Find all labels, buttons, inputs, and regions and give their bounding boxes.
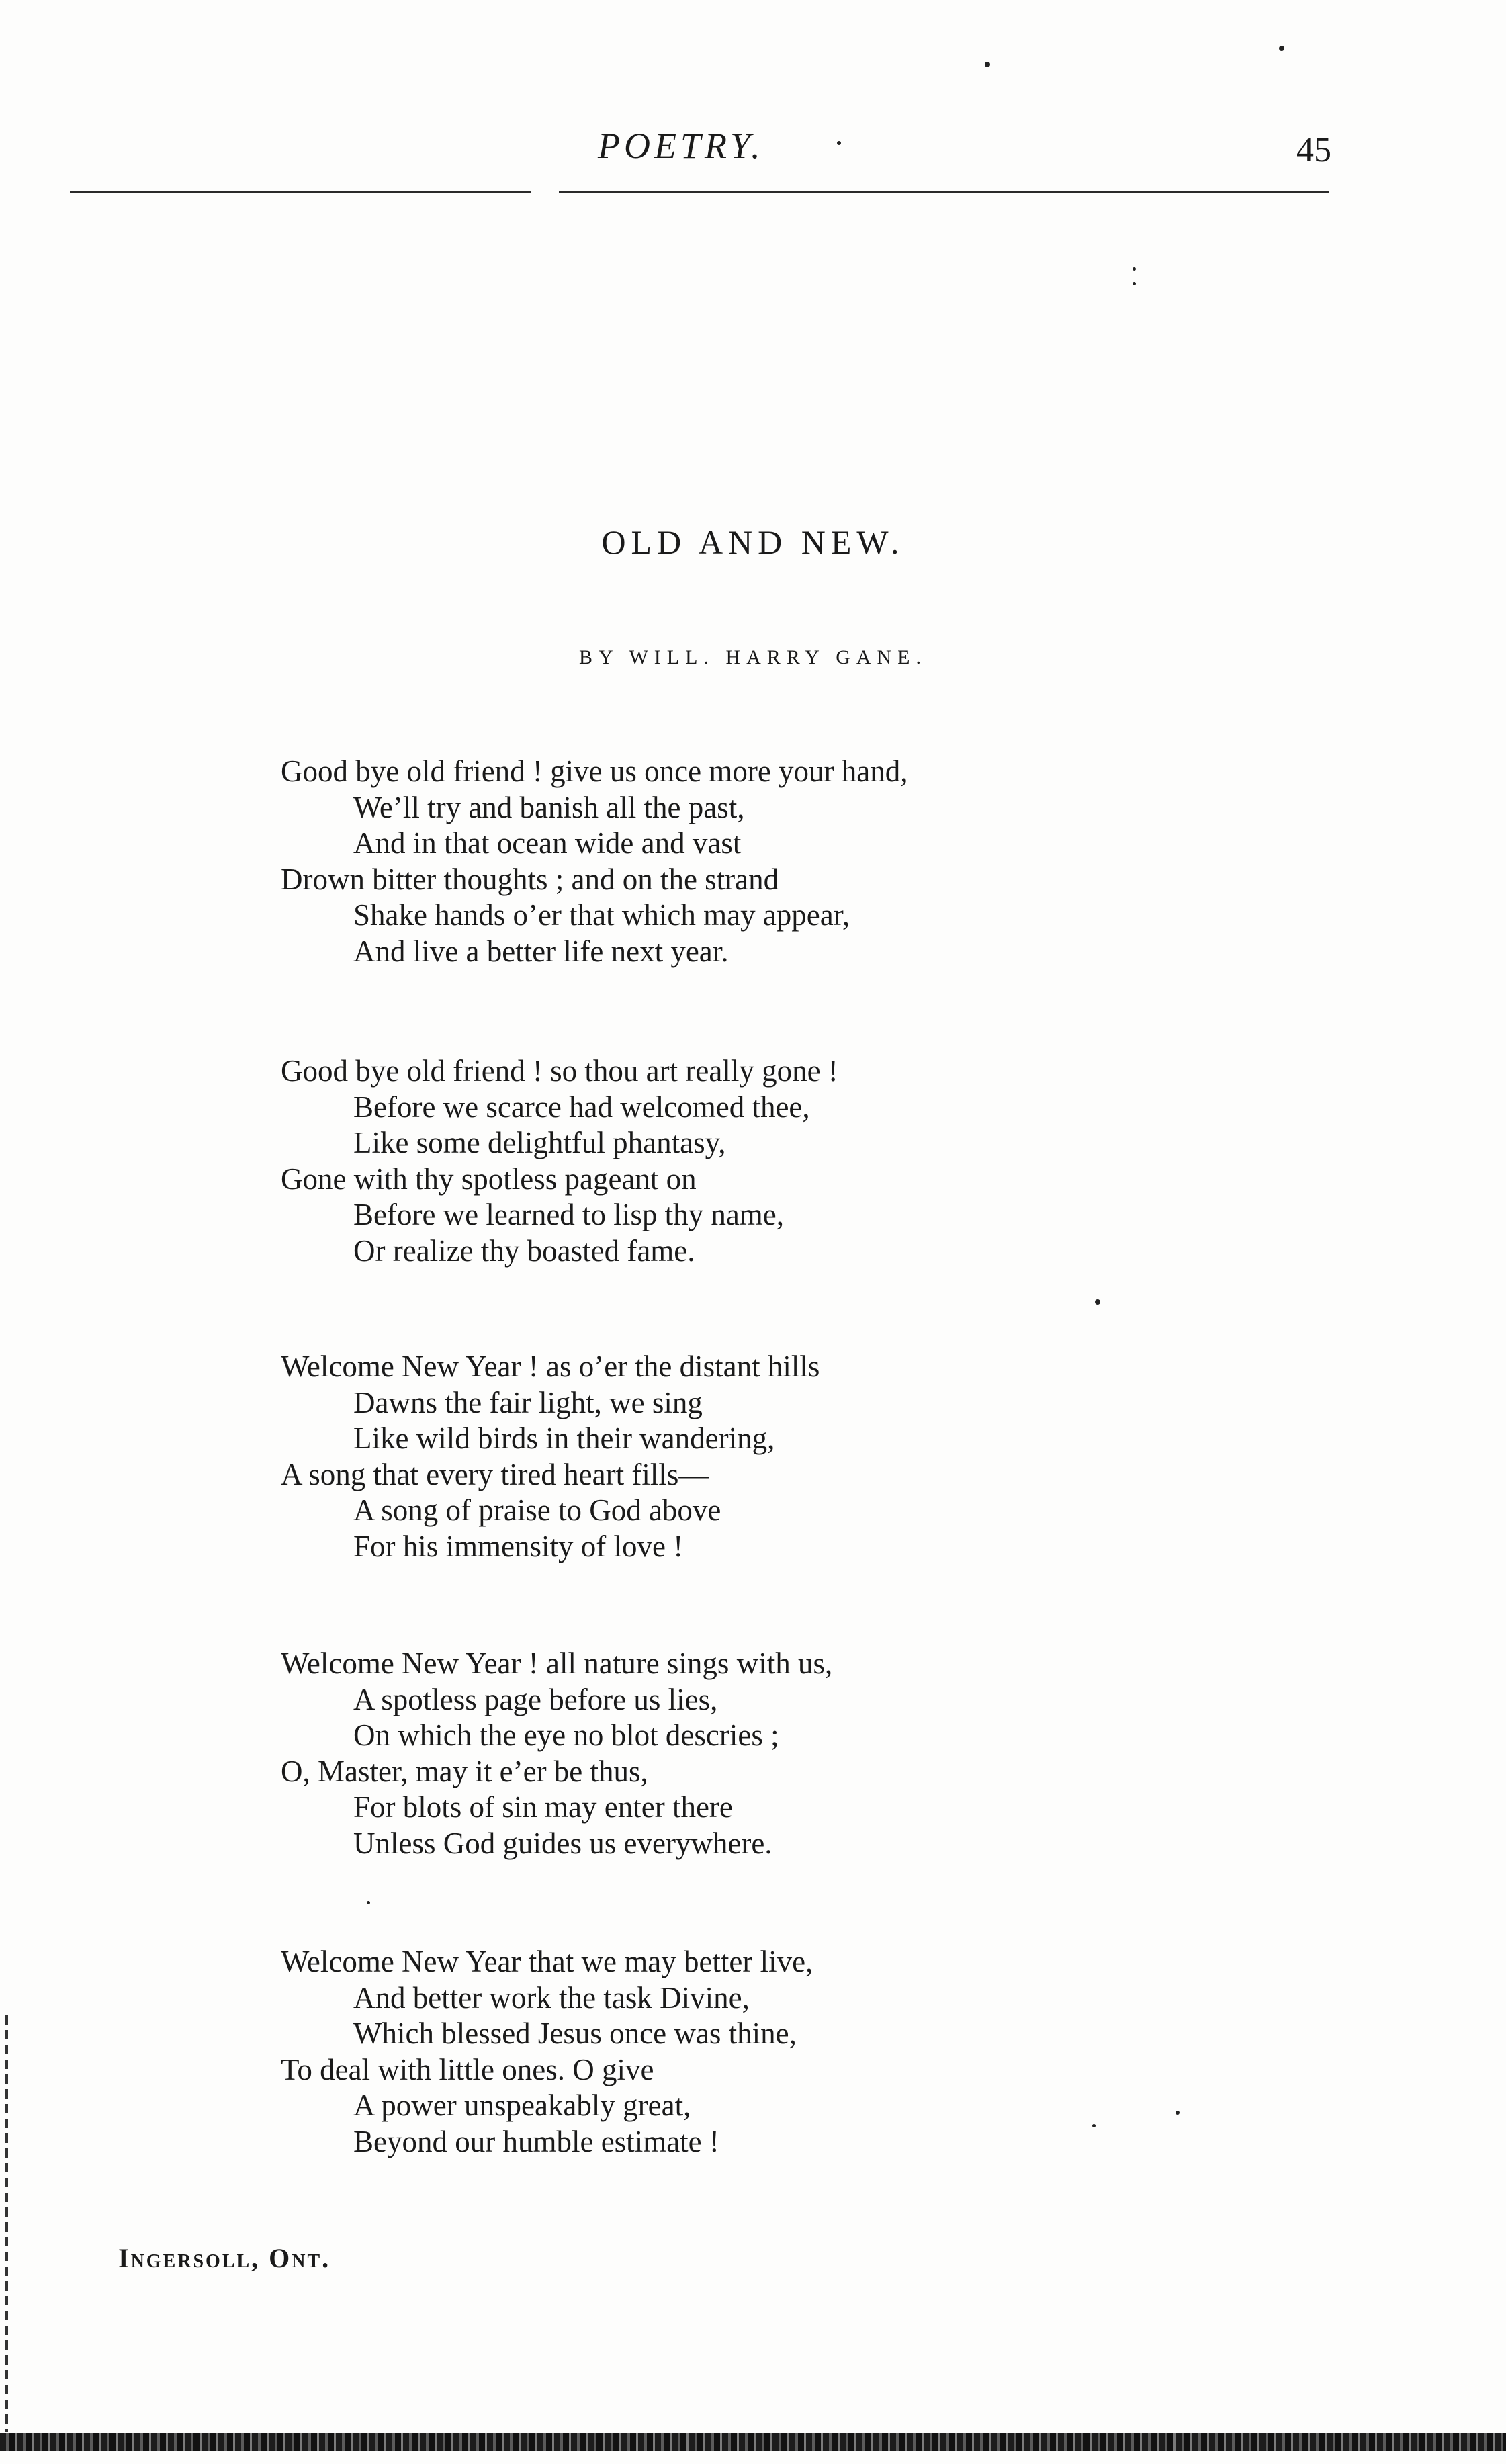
- poem-line: And live a better life next year.: [353, 934, 729, 968]
- scan-bottom-band: [0, 2433, 1506, 2451]
- scan-speck: [1133, 267, 1136, 271]
- stanza-3: [281, 1349, 1154, 1565]
- poem-line: To deal with little ones. O give: [281, 2052, 654, 2086]
- poem-line: Before we scarce had welcomed thee,: [353, 1090, 810, 1124]
- poem-line: Gone with thy spotless pageant on: [281, 1161, 697, 1196]
- poem-line: Welcome New Year that we may better live,: [281, 1945, 813, 1978]
- poem-line: We’ll try and banish all the past,: [353, 790, 745, 824]
- poem-line: Or realize thy boasted fame.: [353, 1233, 695, 1268]
- poem-line: Welcome New Year ! as o’er the distant hills: [281, 1350, 820, 1383]
- poem-line: For blots of sin may enter there: [353, 1790, 733, 1824]
- page-number: 45: [1296, 131, 1331, 169]
- poem-line: Before we learned to lisp thy name,: [353, 1198, 785, 1231]
- poem-line: For his immensity of love !: [353, 1529, 684, 1563]
- scan-speck: [1279, 46, 1284, 51]
- stanza-1: [281, 754, 1154, 969]
- poem-line: O, Master, may it e’er be thus,: [281, 1754, 648, 1788]
- header-rule-left: [70, 191, 531, 193]
- poem-line: Shake hands o’er that which may appear,: [353, 898, 850, 932]
- poem-line: A spotless page before us lies,: [353, 1682, 718, 1716]
- poem-line: A song of praise to God above: [353, 1493, 721, 1527]
- poem-byline: BY WILL. HARRY GANE.: [578, 646, 928, 668]
- poem-line: And better work the task Divine,: [353, 1980, 750, 2015]
- poem-line: And in that ocean wide and vast: [353, 826, 742, 860]
- poem-line: Good bye old friend ! so thou art really gone !: [281, 1054, 838, 1088]
- poem-line: Welcome New Year ! all nature sings with us,: [281, 1646, 833, 1680]
- poem-line: A power unspeakably great,: [353, 2088, 691, 2122]
- scan-speck: [367, 1901, 370, 1904]
- stanza-4: [281, 1646, 1154, 1861]
- poem-line: Good bye old friend ! give us once more your hand,: [281, 754, 908, 788]
- scan-speck: [985, 62, 990, 67]
- scan-left-edge: [5, 2015, 8, 2432]
- stanza-2: [281, 1053, 1154, 1269]
- scan-speck: [1133, 282, 1136, 285]
- poem-line: Like wild birds in their wandering,: [353, 1421, 775, 1455]
- poem-line: Drown bitter thoughts ; and on the strand: [281, 862, 779, 896]
- running-title: POETRY.: [598, 126, 764, 166]
- scan-speck: [837, 141, 841, 145]
- header-rule-right: [559, 191, 1329, 193]
- running-head: [0, 121, 1506, 175]
- poem-title: OLD AND NEW.: [601, 523, 905, 561]
- stanza-5: [281, 1944, 1154, 2160]
- poem-line: A song that every tired heart fills—: [281, 1457, 709, 1491]
- scan-speck: [1176, 2111, 1180, 2115]
- poem-line: Like some delightful phantasy,: [353, 1126, 726, 1159]
- poem-line: On which the eye no blot descries ;: [353, 1718, 779, 1752]
- author-location: Ingersoll, Ont.: [118, 2243, 331, 2273]
- poem-line: Dawns the fair light, we sing: [353, 1385, 703, 1419]
- poem-line: Unless God guides us everywhere.: [353, 1826, 772, 1860]
- poem-line: Beyond our humble estimate !: [353, 2124, 719, 2158]
- poem-line: Which blessed Jesus once was thine,: [353, 2017, 797, 2050]
- scan-speck: [1095, 1299, 1100, 1305]
